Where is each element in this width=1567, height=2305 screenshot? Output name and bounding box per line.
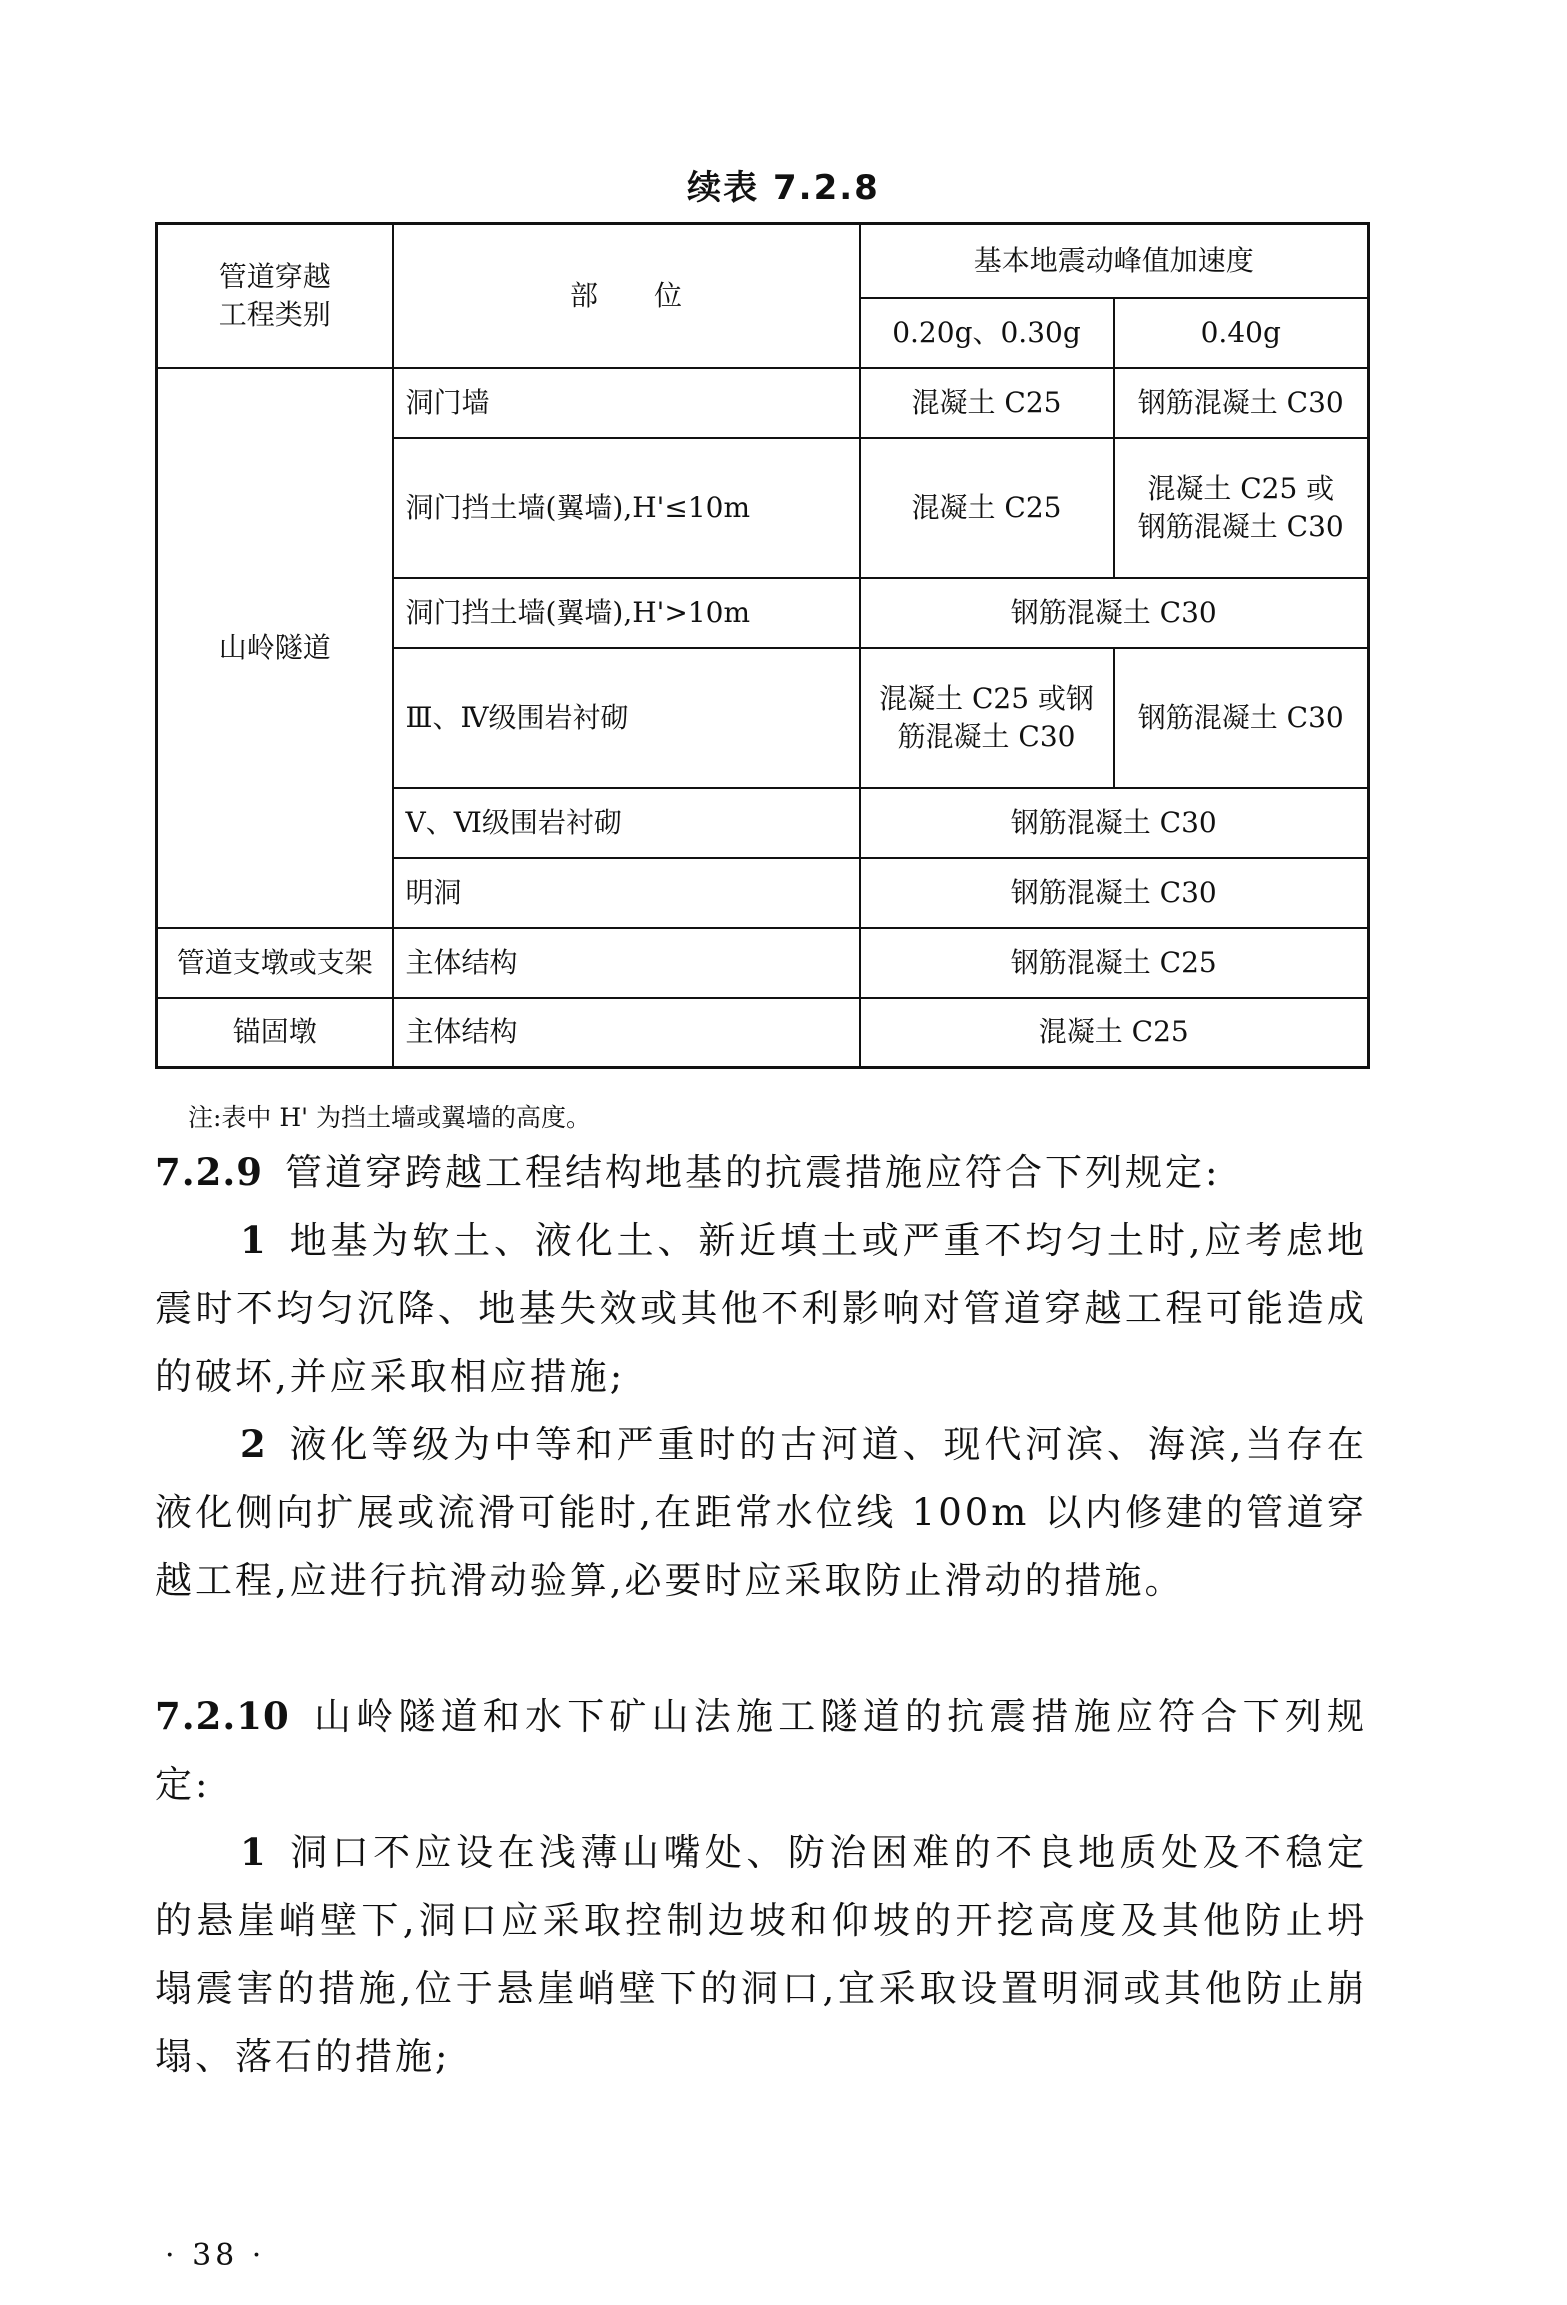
table-note: 注:表中 H' 为挡土墙或翼墙的高度。 [188,1103,591,1132]
clause-number: 7.2.9 [155,1150,263,1194]
value-cell: 混凝土 C25 或 钢筋混凝土 C30 [1114,438,1369,578]
value-cell: 钢筋混凝土 C30 [860,858,1369,928]
value-cell: 钢筋混凝土 C30 [860,578,1369,648]
page-number: · 38 · [165,2238,266,2273]
part-cell: 洞门挡土墙(翼墙),H'≤10m [393,438,860,578]
header-col2: 0.40g [1114,298,1369,368]
item-text: 洞口不应设在浅薄山嘴处、防治困难的不良地质处及不稳定的悬崖峭壁下,洞口应采取控制边坡和仰坡的开挖高度及其他防止坍塌震害的措施,位于悬崖峭壁下的洞口,宜采取设置明洞或其他防止崩塌、落石的措施; [155,1831,1367,2078]
value-cell: 钢筋混凝土 C30 [860,788,1369,858]
item-number: 2 [240,1422,267,1466]
table-row [157,368,1369,438]
part-cell: 主体结构 [393,928,860,998]
table-title: 续表 7.2.8 [687,168,880,208]
item-number: 1 [240,1830,267,1874]
part-cell: Ⅴ、Ⅵ级围岩衬砌 [393,788,860,858]
spec-table [155,222,1370,1069]
value-cell: 混凝土 C25 或钢 筋混凝土 C30 [860,648,1114,788]
part-cell: 洞门挡土墙(翼墙),H'>10m [393,578,860,648]
table-row [157,928,1369,998]
part-cell: Ⅲ、Ⅳ级围岩衬砌 [393,648,860,788]
category-cell: 山岭隧道 [157,368,393,928]
part-cell: 明洞 [393,858,860,928]
clause-item [155,1818,1367,2091]
category-cell: 管道支墩或支架 [157,928,393,998]
value-cell: 钢筋混凝土 C30 [1114,368,1369,438]
clause-7-2-10 [155,1682,1367,1819]
value-cell: 钢筋混凝土 C30 [1114,648,1369,788]
item-text: 地基为软土、液化土、新近填土或严重不均匀土时,应考虑地震时不均匀沉降、地基失效或其他不利影响对管道穿越工程可能造成的破坏,并应采取相应措施; [155,1219,1367,1398]
header-category: 管道穿越 工程类别 [157,224,393,368]
value-cell: 混凝土 C25 [860,368,1114,438]
clause-7-2-9 [155,1138,1367,1207]
clause-item [155,1410,1367,1615]
value-cell: 混凝土 C25 [860,438,1114,578]
value-cell: 混凝土 C25 [860,998,1369,1068]
header-part: 部 位 [393,224,860,368]
header-col1: 0.20g、0.30g [860,298,1114,368]
clause-number: 7.2.10 [155,1694,290,1738]
value-cell: 钢筋混凝土 C25 [860,928,1369,998]
item-text: 液化等级为中等和严重时的古河道、现代河滨、海滨,当存在液化侧向扩展或流滑可能时,在距常水位线 100m 以内修建的管道穿越工程,应进行抗滑动验算,必要时应采取防止滑动的措施。 [155,1423,1367,1602]
part-cell: 主体结构 [393,998,860,1068]
part-cell: 洞门墙 [393,368,860,438]
clause-item [155,1206,1367,1411]
header-accel: 基本地震动峰值加速度 [860,224,1369,298]
clause-text: 山岭隧道和水下矿山法施工隧道的抗震措施应符合下列规定: [155,1695,1367,1806]
item-number: 1 [240,1218,267,1262]
clause-text: 管道穿跨越工程结构地基的抗震措施应符合下列规定: [285,1151,1221,1194]
category-cell: 锚固墩 [157,998,393,1068]
table-row [157,998,1369,1068]
